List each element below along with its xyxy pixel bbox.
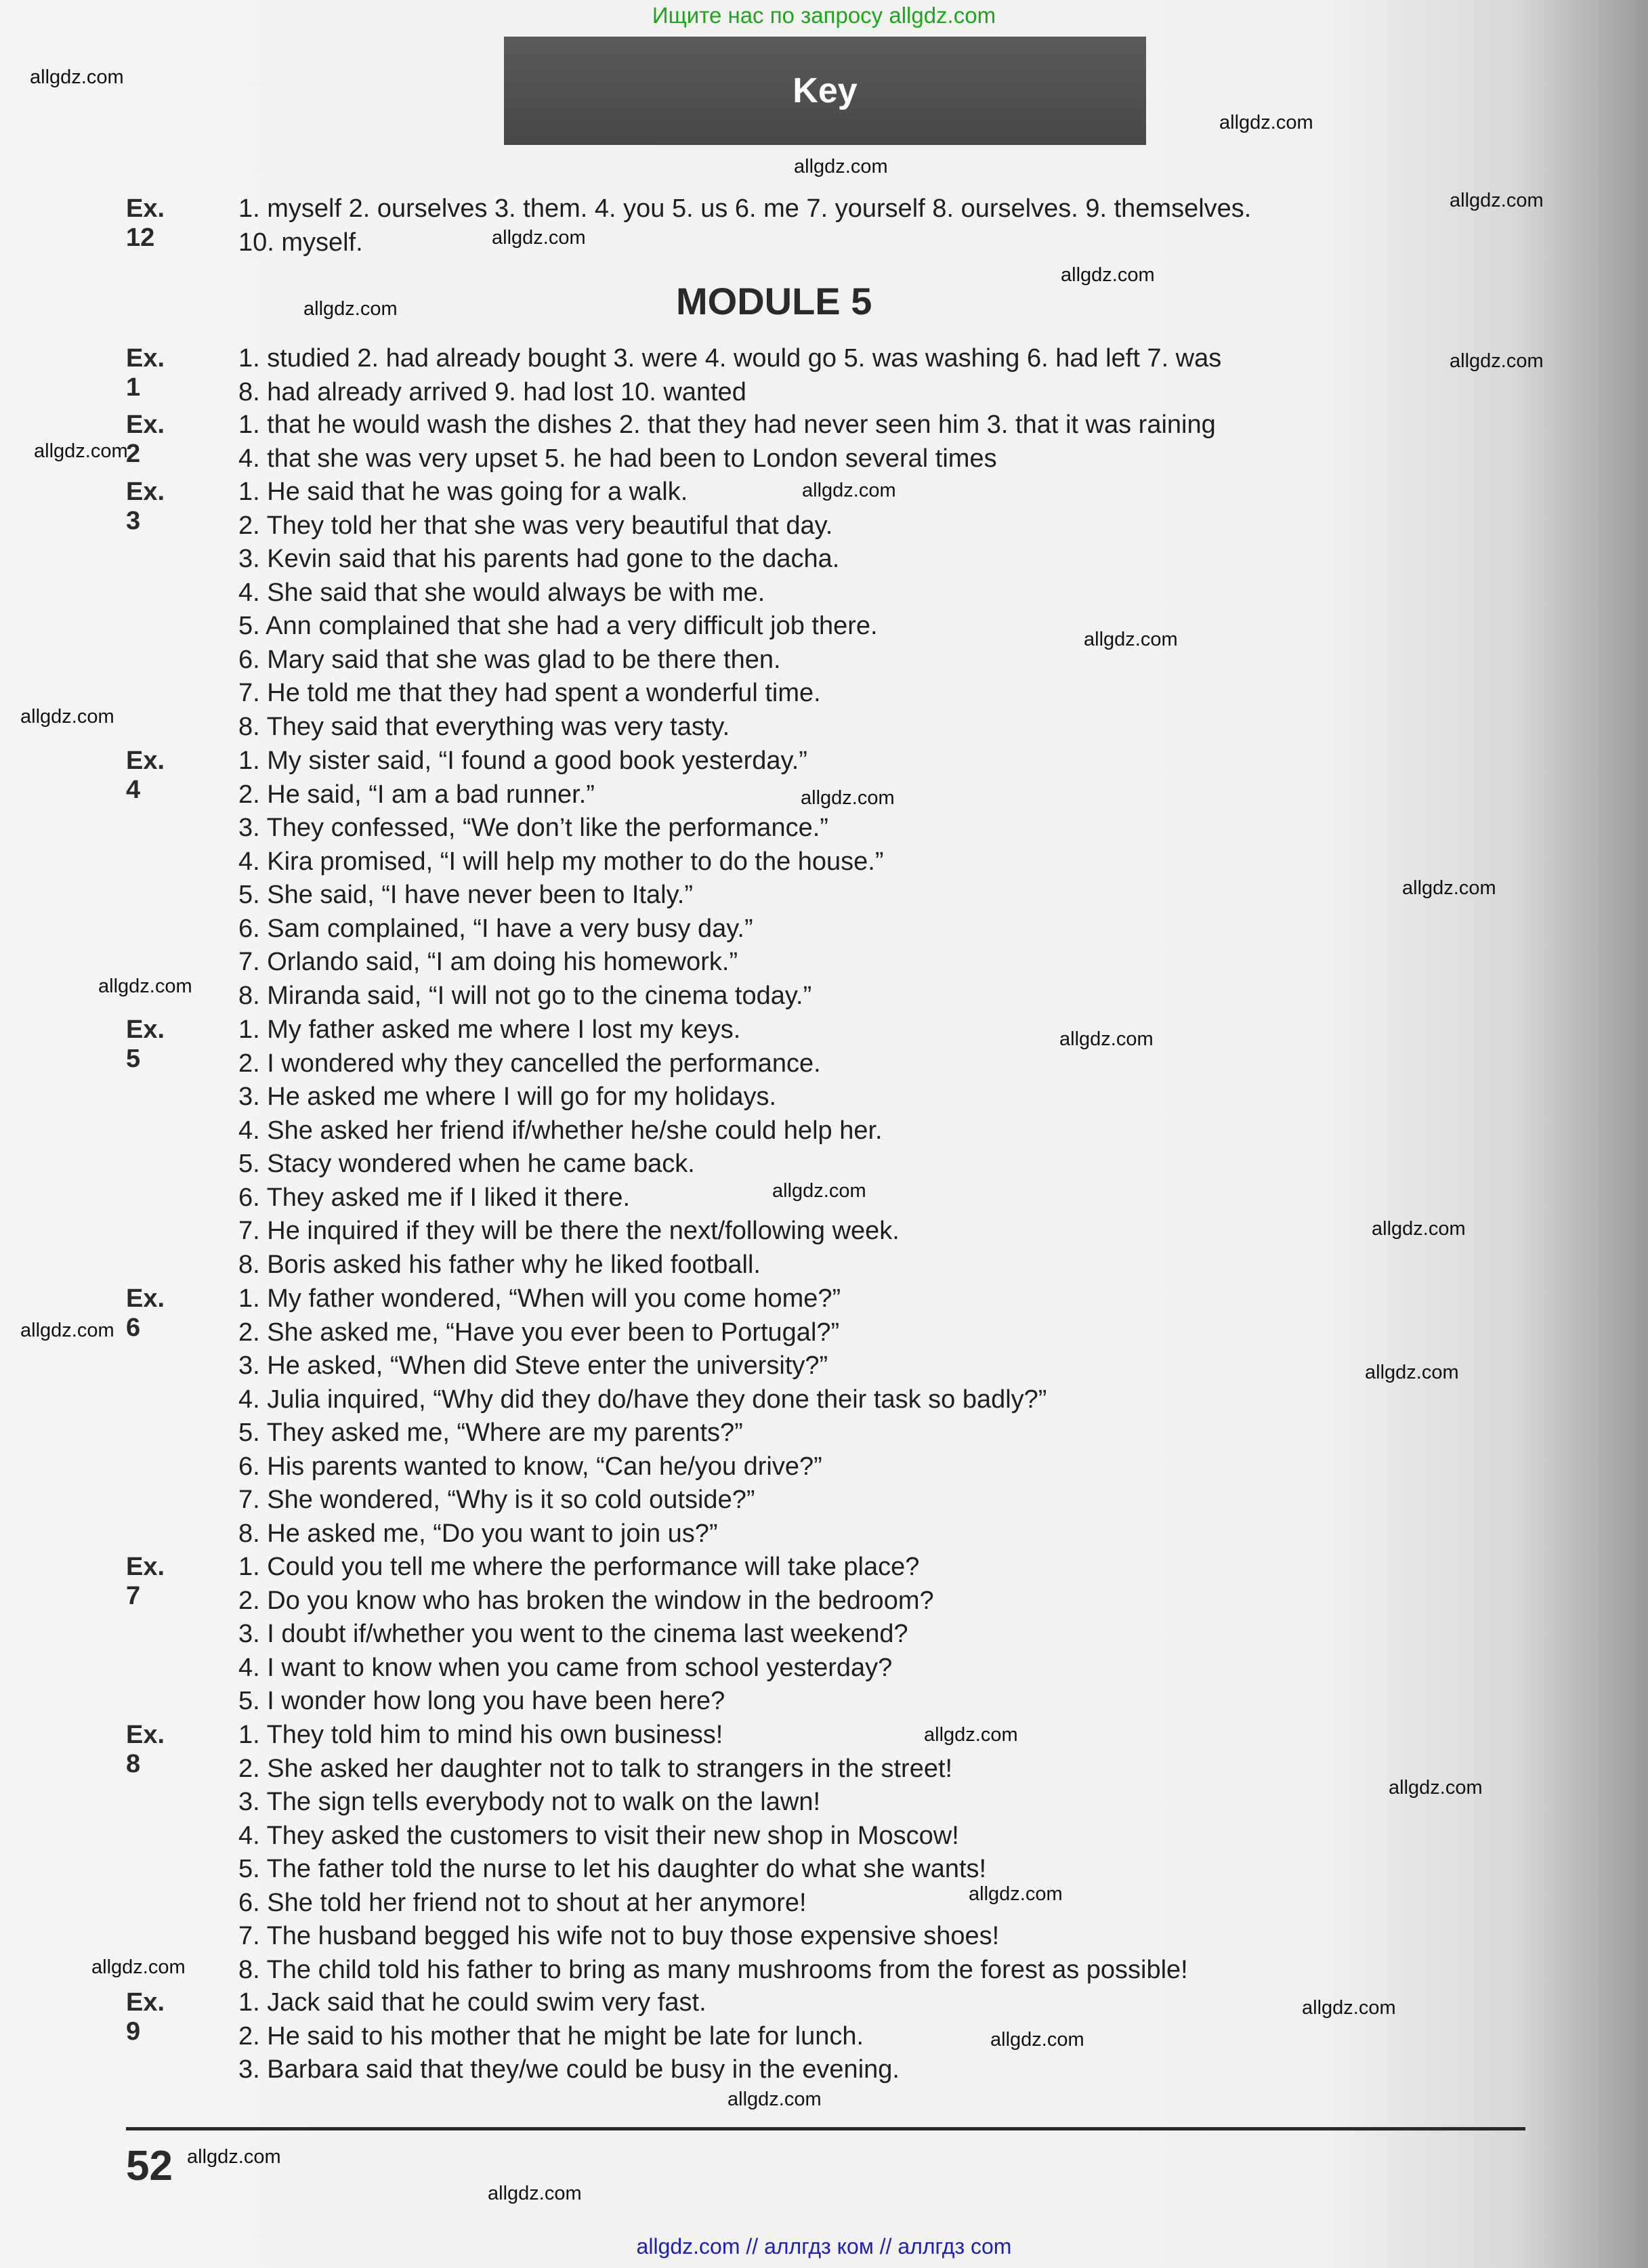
key-header — [504, 37, 1146, 145]
answer-line: 1. He said that he was going for a walk. — [238, 478, 688, 506]
answer-line: 3. I doubt if/whether you went to the cinema last weekend? — [238, 1620, 908, 1648]
answer-line: 4. I want to know when you came from school yesterday? — [238, 1653, 893, 1682]
watermark: allgdz.com — [492, 227, 586, 249]
watermark: allgdz.com — [91, 1956, 186, 1978]
watermark: allgdz.com — [1084, 629, 1178, 650]
answer-line: 2. He said to his mother that he might be late for lunch. — [238, 2021, 864, 2051]
answer-line: 7. She wondered, “Why is it so cold outside?” — [238, 1486, 755, 1514]
answer-line: 4. She asked her friend if/whether he/she could help her. — [238, 1116, 883, 1145]
exercise-label: Ex. 12 — [126, 194, 165, 252]
answer-line: 1. My sister said, “I found a good book yesterday.” — [238, 747, 807, 775]
answer-line: 5. They asked me, “Where are my parents?” — [238, 1419, 743, 1447]
answer-line: 8. The child told his father to bring as many mushrooms from the forest as possible! — [238, 1955, 1188, 1984]
key-title: Key — [793, 71, 858, 110]
module-title: MODULE 5 — [676, 280, 872, 322]
exercise-label: Ex. 6 — [126, 1284, 165, 1342]
watermark: allgdz.com — [1365, 1362, 1459, 1383]
watermark: allgdz.com — [969, 1883, 1063, 1905]
answer-line: 4. Julia inquired, “Why did they do/have they done their task so badly?” — [238, 1385, 1047, 1414]
bottom-rule — [126, 2127, 1525, 2130]
watermark: allgdz.com — [1372, 1218, 1466, 1240]
answer-line: 8. had already arrived 9. had lost 10. wanted — [238, 377, 746, 406]
answer-line: 6. Mary said that she was glad to be there then. — [238, 645, 781, 674]
answer-line: 2. He said, “I am a bad runner.” — [238, 780, 595, 809]
answer-line: 3. Kevin said that his parents had gone to the dacha. — [238, 545, 840, 573]
watermark: allgdz.com — [34, 440, 128, 462]
answer-line: 5. The father told the nurse to let his daughter do what she wants! — [238, 1855, 987, 1883]
watermark: allgdz.com — [1302, 1997, 1396, 2019]
watermark: allgdz.com — [990, 2029, 1084, 2051]
answer-line: 1. myself 2. ourselves 3. them. 4. you 5. us 6. me 7. yourself 8. ourselves. 9. themselves. — [238, 194, 1252, 223]
watermark: allgdz.com — [488, 2183, 582, 2204]
answer-line: 3. The sign tells everybody not to walk on the lawn! — [238, 1788, 821, 1816]
watermark: allgdz.com — [1219, 112, 1313, 133]
watermark: allgdz.com — [30, 66, 124, 88]
answer-line: 10. myself. — [238, 228, 363, 257]
answer-line: 7. The husband begged his wife not to buy those expensive shoes! — [238, 1922, 1000, 1950]
bottom-banner[interactable]: allgdz.com // аллгдз ком // аллгдз com — [636, 2234, 1012, 2259]
watermark: allgdz.com — [20, 1320, 114, 1341]
answer-line: 4. that she was very upset 5. he had been to London several times — [238, 444, 997, 473]
answer-line: 7. Orlando said, “I am doing his homework.” — [238, 948, 738, 976]
answer-line: 1. Could you tell me where the performance will take place? — [238, 1553, 920, 1581]
answer-line: 2. They told her that she was very beautiful that day. — [238, 511, 833, 540]
answer-line: 8. They said that everything was very tasty. — [238, 712, 730, 741]
answer-line: 1. My father wondered, “When will you come home?” — [238, 1284, 841, 1313]
exercise-label: Ex. 7 — [126, 1553, 165, 1610]
answer-line: 5. She said, “I have never been to Italy.” — [238, 881, 694, 909]
answer-line: 4. She said that she would always be with me. — [238, 578, 765, 607]
watermark: allgdz.com — [1450, 190, 1544, 211]
watermark: allgdz.com — [1059, 1028, 1154, 1050]
answer-line: 1. studied 2. had already bought 3. were 4. would go 5. was washing 6. had left 7. was — [238, 344, 1222, 373]
answer-line: 2. Do you know who has broken the window in the bedroom? — [238, 1586, 934, 1615]
answer-line: 8. Miranda said, “I will not go to the cinema today.” — [238, 981, 812, 1010]
exercise-label: Ex. 3 — [126, 478, 165, 535]
exercise-label: Ex. 9 — [126, 1988, 165, 2046]
answer-line: 4. Kira promised, “I will help my mother to do the house.” — [238, 847, 884, 876]
exercise-label: Ex. 2 — [126, 411, 165, 468]
answer-line: 7. He inquired if they will be there the next/following week. — [238, 1217, 900, 1245]
watermark: allgdz.com — [1061, 264, 1155, 286]
answer-line: 1. that he would wash the dishes 2. that they had never seen him 3. that it was raining — [238, 411, 1216, 439]
answer-line: 3. He asked, “When did Steve enter the university?” — [238, 1351, 828, 1380]
watermark: allgdz.com — [303, 298, 398, 320]
watermark: allgdz.com — [794, 156, 888, 177]
answer-line: 8. He asked me, “Do you want to join us?” — [238, 1519, 718, 1548]
answer-line: 8. Boris asked his father why he liked football. — [238, 1250, 761, 1279]
answer-line: 5. Stacy wondered when he came back. — [238, 1150, 695, 1178]
watermark: allgdz.com — [1402, 877, 1496, 899]
answer-line: 5. I wonder how long you have been here? — [238, 1687, 725, 1715]
exercise-label: Ex. 4 — [126, 747, 165, 804]
answer-line: 7. He told me that they had spent a wonderful time. — [238, 679, 821, 707]
answer-line: 1. They told him to mind his own business! — [238, 1721, 723, 1749]
watermark: allgdz.com — [924, 1724, 1018, 1746]
answer-line: 4. They asked the customers to visit their new shop in Moscow! — [238, 1821, 959, 1850]
top-banner[interactable]: Ищите нас по запросу allgdz.com — [652, 3, 996, 28]
watermark: allgdz.com — [20, 706, 114, 728]
answer-line: 1. Jack said that he could swim very fast. — [238, 1988, 706, 2017]
exercise-label: Ex. 1 — [126, 344, 165, 402]
answer-line: 3. He asked me where I will go for my holidays. — [238, 1083, 777, 1111]
answer-line: 2. I wondered why they cancelled the performance. — [238, 1049, 821, 1078]
watermark: allgdz.com — [802, 480, 896, 501]
watermark: allgdz.com — [727, 2088, 822, 2110]
answer-line: 6. His parents wanted to know, “Can he/you drive?” — [238, 1452, 822, 1481]
answer-line: 2. She asked me, “Have you ever been to Portugal?” — [238, 1318, 840, 1347]
answer-line: 5. Ann complained that she had a very difficult job there. — [238, 612, 878, 640]
watermark: allgdz.com — [187, 2146, 281, 2168]
answer-line: 3. They confessed, “We don’t like the performance.” — [238, 814, 828, 842]
watermark: allgdz.com — [772, 1180, 866, 1202]
answer-line: 2. She asked her daughter not to talk to strangers in the street! — [238, 1754, 953, 1783]
watermark: allgdz.com — [98, 975, 192, 997]
exercise-label: Ex. 5 — [126, 1015, 165, 1073]
watermark: allgdz.com — [801, 787, 895, 809]
page-number: 52 — [126, 2143, 173, 2189]
answer-line: 6. Sam complained, “I have a very busy day.” — [238, 914, 753, 943]
answer-line: 3. Barbara said that they/we could be busy in the evening. — [238, 2055, 900, 2084]
answer-line: 1. My father asked me where I lost my keys. — [238, 1015, 741, 1044]
exercise-label: Ex. 8 — [126, 1721, 165, 1778]
answer-line: 6. They asked me if I liked it there. — [238, 1183, 631, 1212]
answer-line: 6. She told her friend not to shout at her anymore! — [238, 1888, 807, 1917]
watermark: allgdz.com — [1450, 350, 1544, 372]
watermark: allgdz.com — [1389, 1777, 1483, 1799]
